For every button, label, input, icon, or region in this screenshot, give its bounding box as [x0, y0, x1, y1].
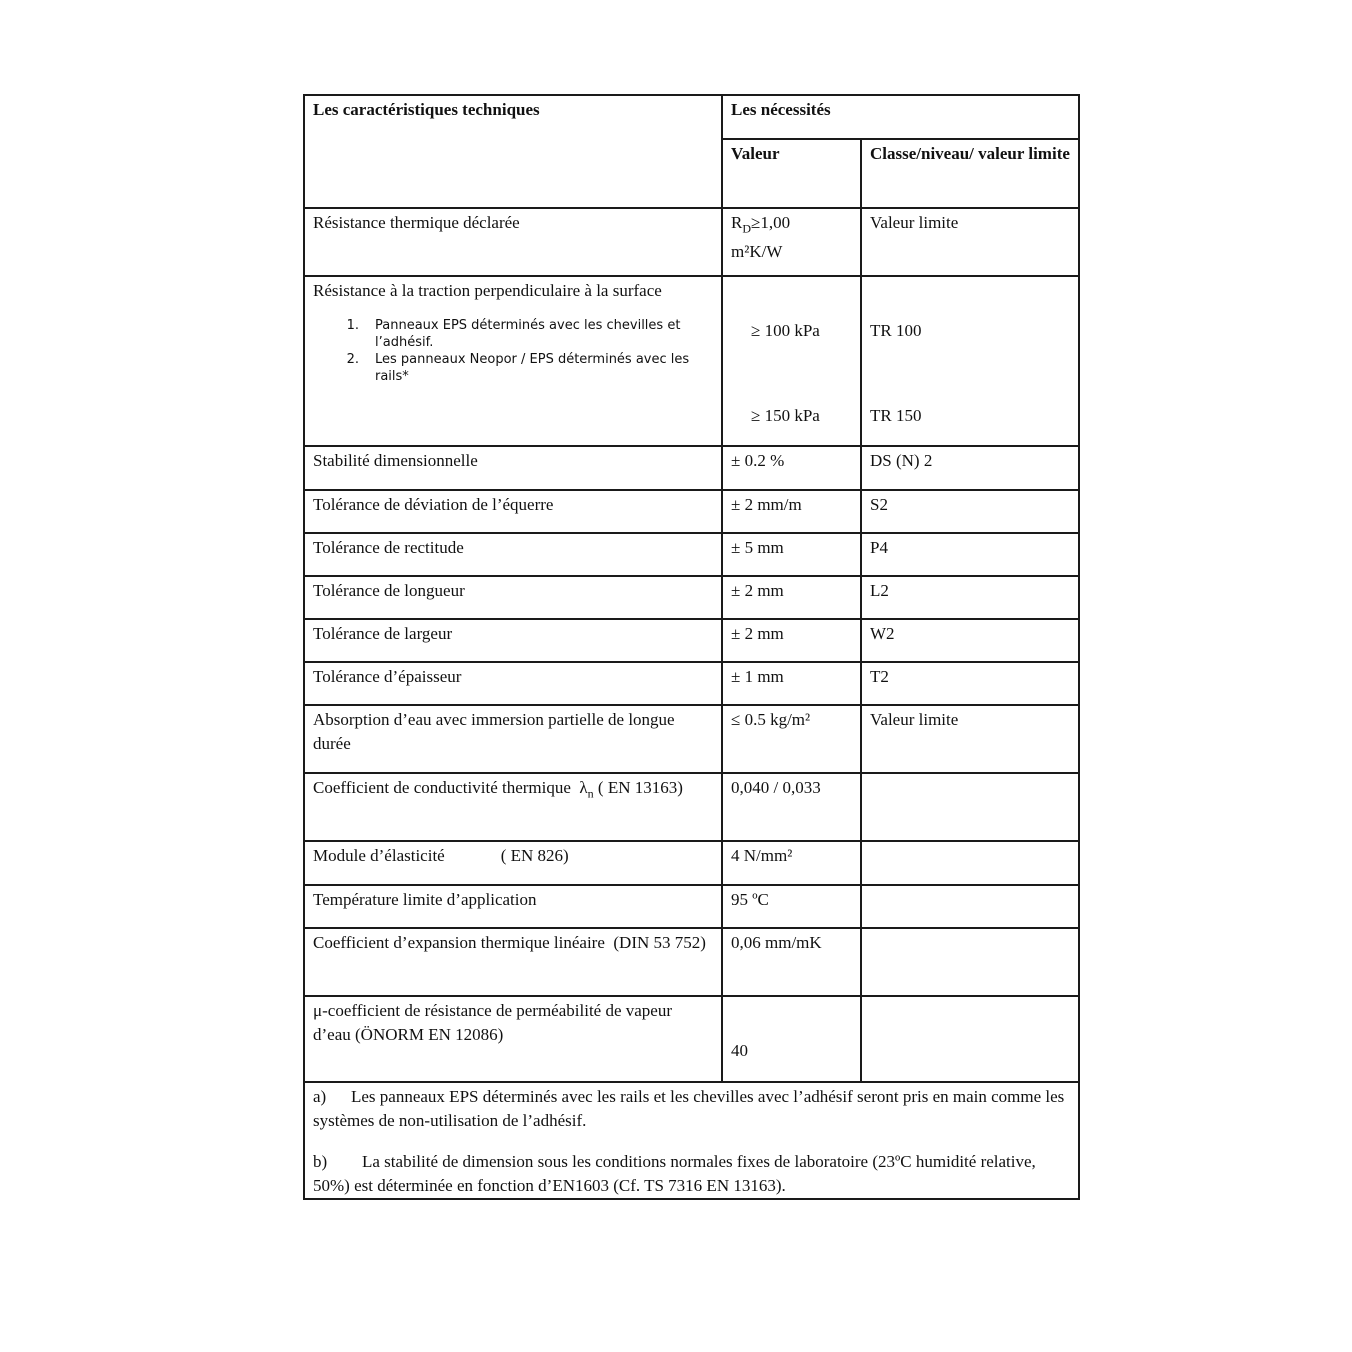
- row-class: [861, 928, 1079, 996]
- row-value: ± 2 mm: [722, 619, 861, 662]
- row-value: 4 N/mm²: [722, 841, 861, 885]
- table-row: [304, 773, 1079, 841]
- row-class: [861, 996, 1079, 1082]
- list-number: 1.: [346, 318, 359, 333]
- row-label: Tolérance de largeur: [304, 619, 722, 662]
- conductivity-label: Coefficient de conductivité thermique λ: [313, 778, 588, 797]
- row-label: Tolérance de rectitude: [304, 533, 722, 576]
- row-label: μ-coefficient de résistance de perméabilité de vapeur d’eau (ÖNORM EN 12086): [304, 996, 722, 1082]
- header-value: Valeur: [722, 139, 861, 208]
- table-row: [304, 996, 1079, 1082]
- row-value: ± 2 mm: [722, 576, 861, 619]
- table-row: [304, 841, 1079, 885]
- row-value: ≤ 0.5 kg/m²: [722, 705, 861, 773]
- row-value: [722, 276, 861, 446]
- row-class: P4: [861, 533, 1079, 576]
- row-value: ± 1 mm: [722, 662, 861, 705]
- row-class: Valeur limite: [861, 208, 1079, 276]
- table-row: [304, 446, 1079, 490]
- elasticity-label: Module d’élasticité: [313, 846, 445, 865]
- row-label: Stabilité dimensionnelle: [304, 446, 722, 490]
- row-value: 0,06 mm/mK: [722, 928, 861, 996]
- list-item: [313, 351, 713, 385]
- traction-title: Résistance à la traction perpendiculaire à la surface: [313, 281, 662, 300]
- table-row: [304, 885, 1079, 928]
- header-characteristics: Les caractéristiques techniques: [304, 95, 722, 208]
- row-label: Température limite d’application: [304, 885, 722, 928]
- row-class: [861, 773, 1079, 841]
- note-a: [313, 1085, 1070, 1133]
- note-b: [313, 1150, 1070, 1198]
- row-class: T2: [861, 662, 1079, 705]
- row-value: [722, 996, 861, 1082]
- row-label: Tolérance de longueur: [304, 576, 722, 619]
- table-row: [304, 705, 1079, 773]
- traction-list: [313, 317, 713, 385]
- row-class: DS (N) 2: [861, 446, 1079, 490]
- note-a-label: a): [313, 1087, 327, 1106]
- note-b-text: La stabilité de dimension sous les conditions normales fixes de laboratoire (23ºC humidité relative, 50%) est déterminée en fonction d’EN1603 (Cf. TS 7316 EN 13163).: [313, 1152, 1036, 1195]
- row-class: [861, 885, 1079, 928]
- specifications-table: [303, 94, 1080, 1200]
- list-item: [313, 317, 713, 351]
- table-row: [304, 619, 1079, 662]
- row-value: ± 0.2 %: [722, 446, 861, 490]
- note-a-text: Les panneaux EPS déterminés avec les rails et les chevilles avec l’adhésif seront pris en main comme les systèmes de non-utilisation de l’adhésif.: [313, 1087, 1065, 1130]
- row-label: Tolérance d’épaisseur: [304, 662, 722, 705]
- row-value: ± 2 mm/m: [722, 490, 861, 533]
- header-requirements: Les nécessités: [722, 95, 1079, 139]
- list-text: Panneaux EPS déterminés avec les chevilles et l’adhésif.: [375, 318, 681, 350]
- table-row: [304, 662, 1079, 705]
- row-value: 0,040 / 0,033: [722, 773, 861, 841]
- list-number: 2.: [346, 352, 359, 367]
- table-row: [304, 208, 1079, 276]
- row-label: [304, 841, 722, 885]
- table-row: [304, 276, 1079, 446]
- notes-cell: [304, 1082, 1079, 1199]
- row-label: Absorption d’eau avec immersion partielle de longue durée: [304, 705, 722, 773]
- table-row: [304, 533, 1079, 576]
- row-class: L2: [861, 576, 1079, 619]
- value-unit: m²K/W: [731, 242, 783, 262]
- row-value: [722, 208, 861, 276]
- vapour-value: 40: [731, 1041, 748, 1060]
- row-label: [304, 276, 722, 446]
- notes-row: [304, 1082, 1079, 1199]
- row-value: 95 ºC: [722, 885, 861, 928]
- table-row: [304, 576, 1079, 619]
- row-label: Coefficient d’expansion thermique linéaire (DIN 53 752): [304, 928, 722, 996]
- row-class: [861, 841, 1079, 885]
- value-subscript: D: [742, 221, 752, 236]
- value-threshold: ≥1,00: [751, 213, 791, 232]
- row-label: Tolérance de déviation de l’équerre: [304, 490, 722, 533]
- header-row: [304, 95, 1079, 139]
- traction-class-2: TR 150: [870, 406, 922, 425]
- table-row: [304, 490, 1079, 533]
- elasticity-standard: ( EN 826): [500, 846, 569, 865]
- note-b-label: b): [313, 1152, 328, 1171]
- table-row: [304, 928, 1079, 996]
- traction-value-1: ≥ 100 kPa: [751, 321, 820, 340]
- row-value: ± 5 mm: [722, 533, 861, 576]
- row-class: [861, 276, 1079, 446]
- value-symbol: R: [731, 213, 743, 232]
- header-class: Classe/niveau/ valeur limite: [861, 139, 1079, 208]
- conductivity-standard: ( EN 13163): [593, 778, 683, 797]
- lambda-subscript: n: [587, 786, 594, 801]
- row-label: [304, 773, 722, 841]
- row-label: Résistance thermique déclarée: [304, 208, 722, 276]
- row-class: W2: [861, 619, 1079, 662]
- list-text: Les panneaux Neopor / EPS déterminés avec les rails*: [375, 352, 690, 384]
- row-class: Valeur limite: [861, 705, 1079, 773]
- traction-value-2: ≥ 150 kPa: [751, 406, 820, 425]
- row-class: S2: [861, 490, 1079, 533]
- traction-class-1: TR 100: [870, 321, 922, 340]
